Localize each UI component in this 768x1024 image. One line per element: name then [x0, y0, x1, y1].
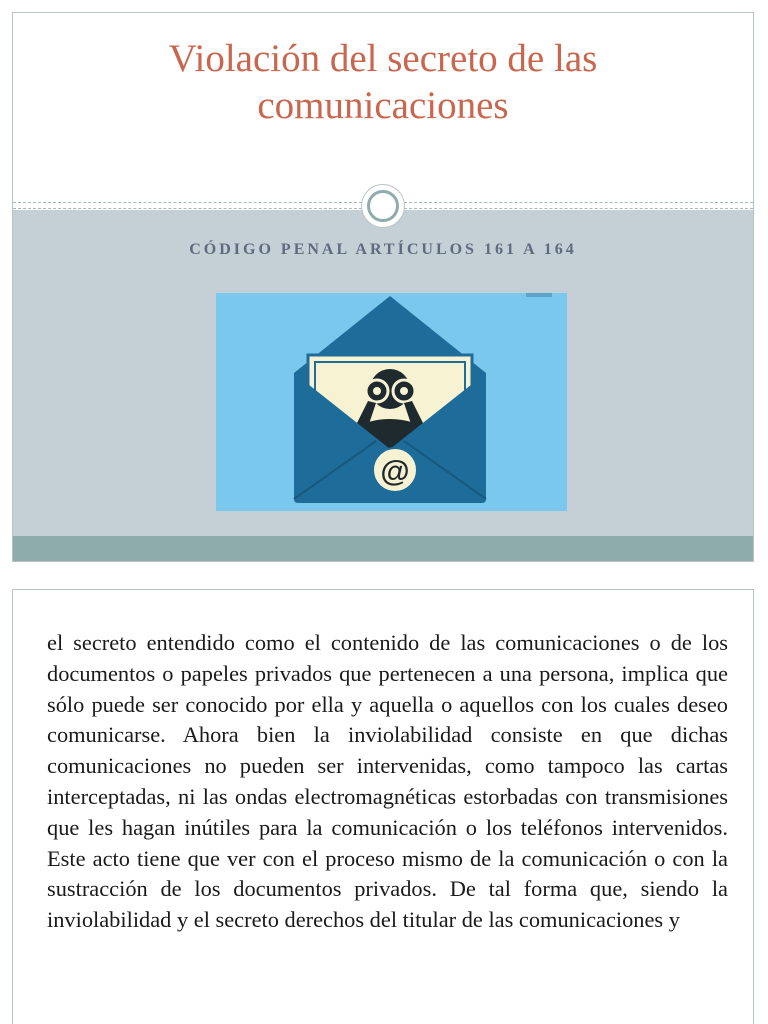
- slide-title: [13, 35, 753, 129]
- divider-circle-icon: [362, 185, 404, 227]
- at-sign-icon: [373, 448, 417, 492]
- body-paragraph: el secreto entendido como el contenido de las comunicaciones o de los documentos o papeles privados que pertenecen a una persona, implica que sólo puede ser conocido por ella y aquella o aquellos con los cuales deseo comunicarse. Ahora bien la inviolabilidad consiste en que dichas comunicaciones no pueden ser intervenidas, como tampoco las cartas interceptadas, ni las ondas electromagnéticas estorbadas con transmisiones que les hagan inútiles para la comunicación o los teléfonos intervenidos. Este acto tiene que ver con el proceso mismo de la comunicación o con la sustracción de los documentos privados. De tal forma que, siendo la inviolabilidad y el secreto derechos del titular de las comunicaciones y: [47, 630, 728, 933]
- slide-subtitle: CÓDIGO PENAL ARTÍCULOS 161 A 164: [189, 241, 577, 258]
- slide-title-line-1: Violación del secreto de las: [168, 37, 598, 80]
- at-sign-glyph: @: [380, 455, 410, 488]
- content-slide: [12, 589, 754, 1024]
- title-slide: [12, 12, 754, 562]
- watermark-mark: [526, 293, 552, 297]
- envelope-binoculars-illustration: [216, 293, 567, 511]
- slide-bottom-band: [13, 536, 753, 562]
- slide-title-line-2: comunicaciones: [257, 84, 509, 127]
